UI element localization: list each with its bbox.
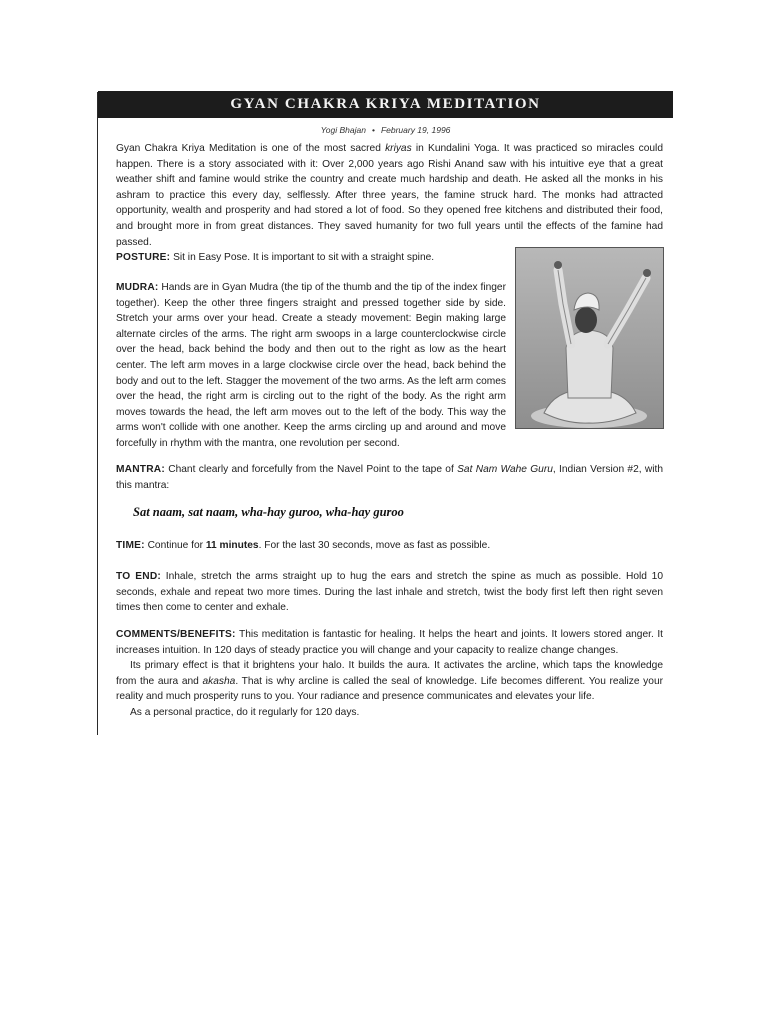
byline xyxy=(98,125,673,135)
page-title: GYAN CHAKRA KRIYA MEDITATION xyxy=(230,96,541,112)
mudra-section xyxy=(116,280,506,452)
to-end-label: TO END: xyxy=(116,571,162,582)
comments-paragraph-2 xyxy=(116,658,663,705)
posture-label: POSTURE: xyxy=(116,252,171,263)
posture-text: Sit in Easy Pose. It is important to sit with a straight spine. xyxy=(170,252,435,263)
comments-text-2b: . That is why arcline is called the seal of knowledge. Life becomes different. You realize your reality and much prosperity runs to you. Your radiance and presence communicates and elevates your life. xyxy=(116,675,663,703)
mudra-label: MUDRA: xyxy=(116,282,159,293)
comments-section xyxy=(116,627,663,721)
intro-text-2: in Kundalini Yoga. It was practiced so miracles could happen. There is a story associated with it: Over 2,000 years ago Rishi Anand saw with his intuitive eye that a great weather shift and famine would strike the country and create much hardship and death. He asked all the monks in his ashram to practice this every day, selflessly. After three years, the famine struck hard. The monks had attracted opportunity, wealth and prosperity and had stored a lot of food. So they opened free kitchens and distributed their food, and brought more in from great distances. They saved humanity for two full years until the effects of the famine had passed. xyxy=(116,143,663,248)
date: February 19, 1996 xyxy=(380,125,451,135)
to-end-section xyxy=(116,569,663,616)
time-text-1: Continue for xyxy=(144,540,206,551)
mantra-chant: Sat naam, sat naam, wha-hay guroo, wha-hay guroo xyxy=(133,505,404,519)
mantra-text-2: , Indian Version #2, with this mantra: xyxy=(116,464,663,491)
author: Yogi Bhajan xyxy=(320,125,366,135)
intro-paragraph xyxy=(116,141,663,250)
intro-kriyas: kriyas xyxy=(385,143,412,154)
mantra-tape-name: Sat Nam Wahe Guru xyxy=(457,464,553,475)
left-border-rule xyxy=(97,92,98,735)
time-section xyxy=(116,538,663,554)
comments-paragraph-3: As a personal practice, do it regularly for 120 days. xyxy=(130,706,360,718)
comments-text-2a: Its primary effect is that it brightens your halo. It builds the aura. It activates the arcline, which taps the knowledge from the aura and xyxy=(116,660,663,687)
intro-text-1: Gyan Chakra Kriya Meditation is one of the most sacred xyxy=(116,143,386,154)
bullet-separator: • xyxy=(371,125,375,135)
mantra-section xyxy=(116,462,663,493)
posture-section xyxy=(116,250,506,266)
time-text-2: . For the last 30 seconds, move as fast as possible. xyxy=(258,540,491,551)
comments-label: COMMENTS/BENEFITS: xyxy=(116,629,236,640)
meditation-photo xyxy=(515,247,664,429)
comments-text-1: This meditation is fantastic for healing. It helps the heart and joints. It lowers stored anger. It increases intuition. In 120 days of steady practice you will change and your capacity to realize change changes. xyxy=(116,629,663,656)
time-label: TIME: xyxy=(116,540,145,551)
title-banner xyxy=(98,91,673,118)
mantra-label: MANTRA: xyxy=(116,464,165,475)
comments-akasha: akasha xyxy=(202,675,236,687)
to-end-text: Inhale, stretch the arms straight up to hug the ears and stretch the spine as much as possible. Hold 10 seconds, exhale and repeat two more times. During the last inhale and stretch, twist the body first left then right seven times then come to center and exhale. xyxy=(116,571,663,614)
mantra-text-1: Chant clearly and forcefully from the Navel Point to the tape of xyxy=(164,464,458,475)
mudra-text: Hands are in Gyan Mudra (the tip of the thumb and the tip of the index finger together). Keep the other three fingers straight and pressed together side by side. Stretch your arms over your head. Create a steady movement: Begin making large alternate circles of the arms. The right arm swoops in a large counterclockwise circle over the head, back behind the body and then out to the right as low as the heart center. The left arm moves in a large clockwise circle over the head, back behind the body and out to the left. Stagger the movement of the two arms. As the left arm comes over the head, the right arm is circling out to the right of the body. As the right arm moves towards the head, the left arm moves out to the left of the body. This way the arms won't collide with one another. Keep the arms circling up and around and move forcefully in rhythm with the mantra, one revolution per second. xyxy=(116,282,506,449)
time-duration: 11 minutes xyxy=(205,540,259,551)
